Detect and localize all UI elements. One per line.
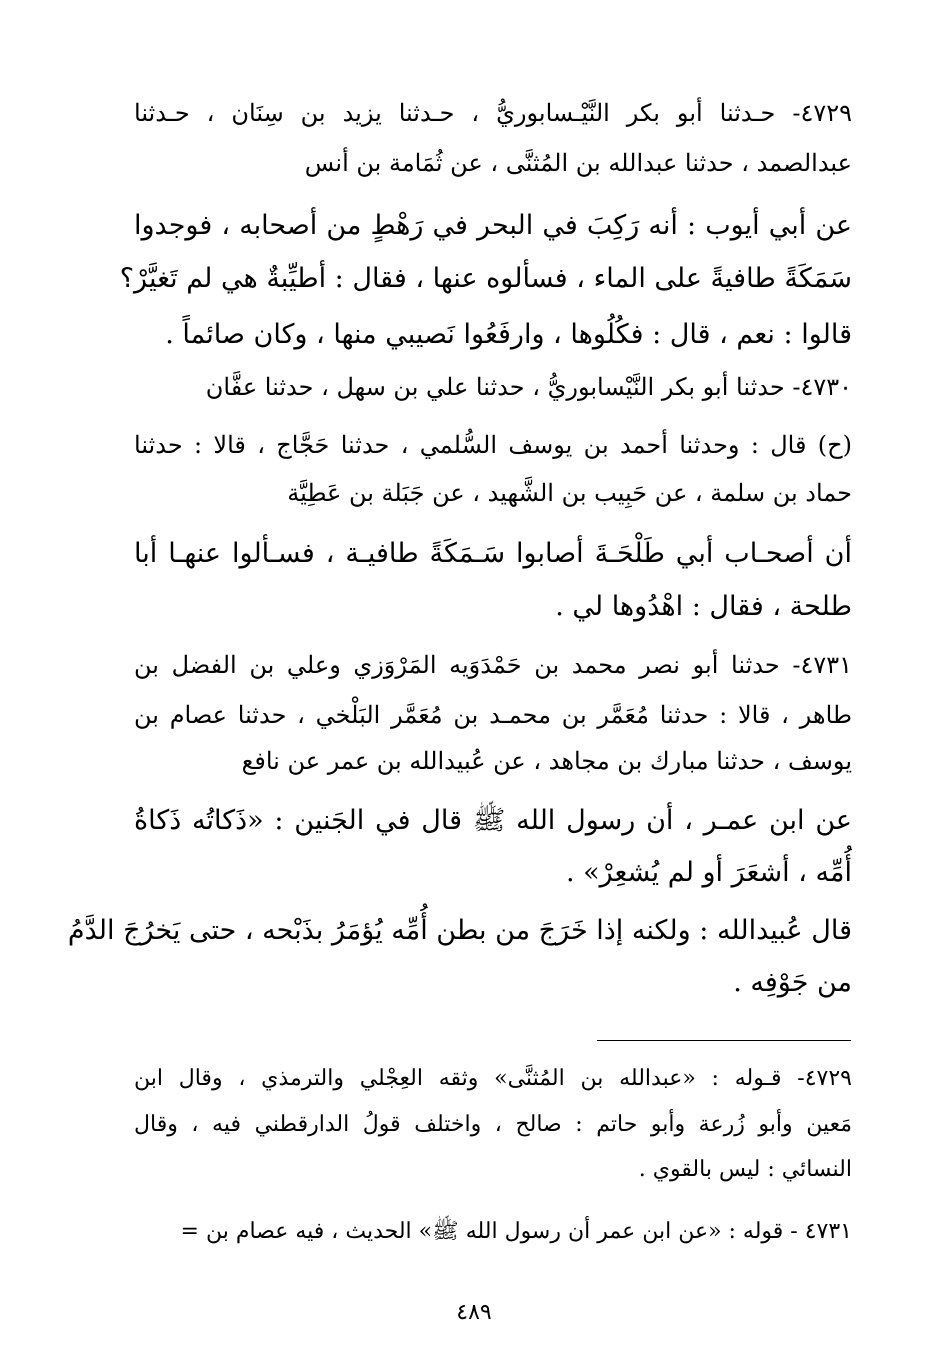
footnote-line: ٤٧٣١ - قوله : «عن ابن عمر أن رسول الله ﷺ» الحديث ، فيه عصام بن = xyxy=(180,1219,852,1244)
body-line: حماد بن سلمة ، عن حَبِيب بن الشَّهيد ، عن جَبَلة بن عَطِيَّة xyxy=(287,479,852,507)
body-line: قالوا : نعم ، قال : فكُلُوها ، وارفَعُوا نَصيبي منها ، وكان صائماً . xyxy=(165,319,852,350)
body-line: ٤٧٣٠- حدثنا أبو بكر النَّيْسابوريُّ ، حدثنا علي بن سهل ، حدثنا عفَّان xyxy=(205,373,852,401)
body-line: عبدالصمد ، حدثنا عبدالله بن المُثنَّى ، عن ثُمَامة بن أنس xyxy=(304,149,852,177)
body-line: أُمِّه ، أشعَرَ أو لم يُشعِرْ» . xyxy=(565,857,852,888)
footnote-line: مَعين وأبو زُرعة وأبو حاتم : صالح ، واختلف قولُ الدارقطني فيه ، وقال xyxy=(134,1112,852,1137)
body-line: ٤٧٣١- حدثنا أبو نصر محمد بن حَمْدَوَيه المَرْوَزي وعلي بن الفضل بن xyxy=(134,651,852,679)
body-line: ٤٧٢٩- حـدثنا أبو بكر النَّيْـسابوريُّ ، حـدثنا يزيد بن سِنَان ، حـدثنا xyxy=(134,99,852,127)
body-line: عن ابن عمـر ، أن رسول الله ﷺ قال في الجَنين : «ذَكاتُه ذَكاةُ xyxy=(134,805,852,836)
body-line: طاهر ، قالا : حدثنا مُعَمَّر بن محمـد بن مُعَمَّر البَلْخي ، حدثنا عصام بن xyxy=(134,701,852,729)
body-line: أن أصحـاب أبي طَلْحَـةَ أصابوا سَـمَكَةً طافيـة ، فسـألوا عنهـا أبا xyxy=(134,538,852,569)
body-line: قال عُبيدالله : ولكنه إذا خَرَجَ من بطن أُمِّه يُؤمَرُ بذَبْحه ، حتى يَخرُجَ الدَّمُ xyxy=(67,915,852,946)
footnote-line: ٤٧٢٩- قـوله : «عبدالله بن المُثنَّى» وثقه العِجْلي والترمذي ، وقال ابن xyxy=(134,1066,852,1091)
page-number: ٤٨٩ xyxy=(456,1300,492,1325)
body-line: سَمَكَةً طافيةً على الماء ، فسألوه عنها ، فقال : أطيِّبةٌ هي لم تَغيَّرْ؟ xyxy=(119,263,852,294)
body-line: من جَوْفِه . xyxy=(733,967,852,998)
body-line: عن أبي أيوب : أنه رَكِبَ في البحر في رَهْطٍ من أصحابه ، فوجدوا xyxy=(134,210,852,241)
body-line: يوسف ، حدثنا مبارك بن مجاهد ، عن عُبيدالله بن عمر عن نافع xyxy=(241,747,852,775)
body-line: طلحة ، فقال : اهْدُوها لي . xyxy=(555,591,852,622)
footnote-separator xyxy=(597,1040,851,1041)
footnote-line: النسائي : ليس بالقوي . xyxy=(638,1157,852,1182)
body-line: (ح) قال : وحدثنا أحمد بن يوسف السُّلمي ، حدثنا حَجَّاج ، قالا : حدثنا xyxy=(134,431,852,459)
